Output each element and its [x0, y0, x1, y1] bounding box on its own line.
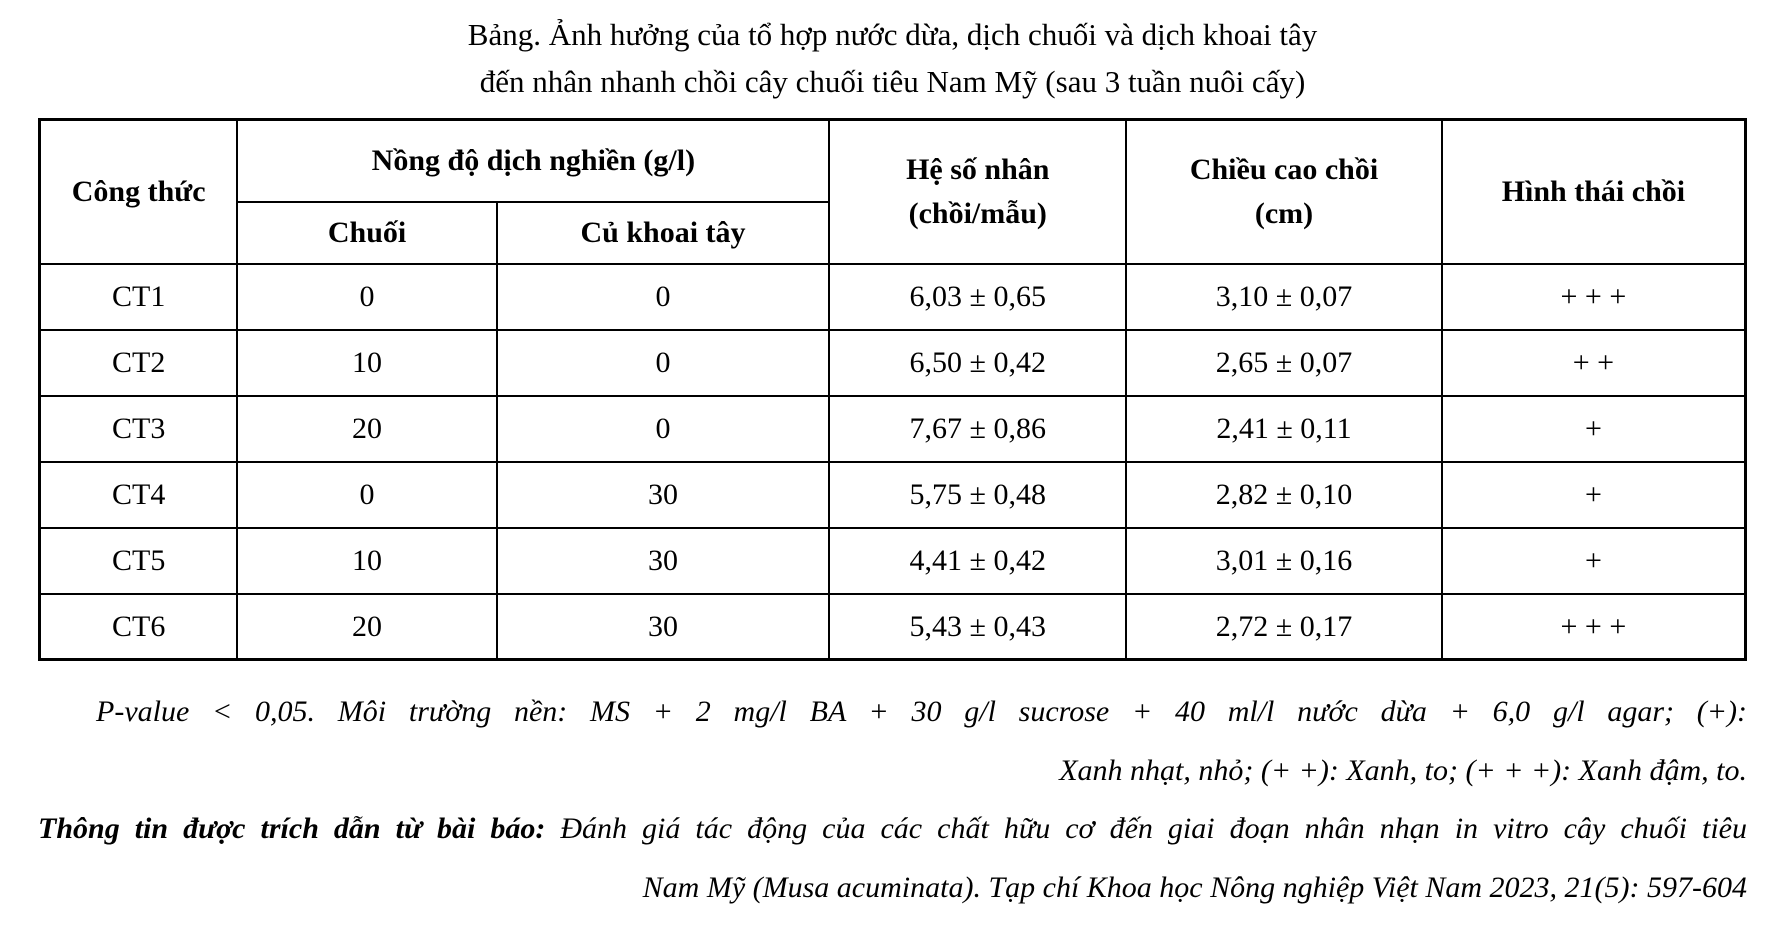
header-shoot-height-line1: Chiều cao chồi	[1189, 153, 1379, 187]
citation-source-label: Thông tin được trích dẫn từ bài báo:	[38, 812, 546, 845]
cell-morphology: +	[1442, 528, 1746, 594]
cell-banana: 10	[237, 528, 496, 594]
table-row	[40, 264, 1746, 330]
table-row	[40, 462, 1746, 528]
header-shoot-height	[1126, 120, 1442, 264]
cell-formula: CT4	[40, 462, 238, 528]
cell-formula: CT5	[40, 528, 238, 594]
cell-morphology: + + +	[1442, 264, 1746, 330]
cell-potato: 30	[497, 528, 830, 594]
cell-formula: CT6	[40, 594, 238, 660]
table-caption-line1: Bảng. Ảnh hưởng của tổ hợp nước dừa, dịch chuối và dịch khoai tây	[467, 17, 1318, 52]
footnote-line2: Xanh nhạt, nhỏ; (+ +): Xanh, to; (+ + +): Xanh đậm, to.	[1059, 753, 1747, 787]
table-caption-line2: đến nhân nhanh chồi cây chuối tiêu Nam Mỹ (sau 3 tuần nuôi cấy)	[479, 63, 1306, 99]
header-formula: Công thức	[40, 120, 238, 264]
table-row	[40, 528, 1746, 594]
cell-multiplication: 5,75 ± 0,48	[829, 462, 1126, 528]
citation	[38, 800, 1747, 917]
cell-banana: 20	[237, 396, 496, 462]
header-shoot-height-line2: (cm)	[1254, 196, 1314, 230]
cell-multiplication: 4,41 ± 0,42	[829, 528, 1126, 594]
header-concentration-group: Nồng độ dịch nghiền (g/l)	[237, 120, 829, 202]
cell-morphology: + +	[1442, 330, 1746, 396]
table-row	[40, 330, 1746, 396]
cell-morphology: +	[1442, 396, 1746, 462]
header-banana: Chuối	[237, 202, 496, 264]
cell-height: 2,41 ± 0,11	[1126, 396, 1442, 462]
cell-banana: 10	[237, 330, 496, 396]
table-caption	[38, 12, 1747, 105]
cell-height: 2,72 ± 0,17	[1126, 594, 1442, 660]
cell-potato: 0	[497, 396, 830, 462]
cell-formula: CT3	[40, 396, 238, 462]
header-morphology: Hình thái chồi	[1442, 120, 1746, 264]
cell-multiplication: 5,43 ± 0,43	[829, 594, 1126, 660]
cell-potato: 30	[497, 462, 830, 528]
cell-potato: 30	[497, 594, 830, 660]
footnote	[38, 683, 1747, 800]
citation-line1	[38, 800, 1747, 859]
cell-formula: CT1	[40, 264, 238, 330]
header-multiplication-line2: (chồi/mẫu)	[908, 196, 1047, 230]
cell-formula: CT2	[40, 330, 238, 396]
cell-banana: 20	[237, 594, 496, 660]
cell-height: 3,10 ± 0,07	[1126, 264, 1442, 330]
cell-morphology: +	[1442, 462, 1746, 528]
citation-article-title: Đánh giá tác động của các chất hữu cơ đến giai đoạn nhân nhạn in vitro cây chuối tiêu	[560, 812, 1747, 845]
header-multiplication-line1: Hệ số nhân	[906, 153, 1050, 187]
footnote-line1: P-value < 0,05. Môi trường nền: MS + 2 mg/l BA + 30 g/l sucrose + 40 ml/l nước dừa + 6,0 g/l agar; (+):	[96, 695, 1747, 728]
cell-banana: 0	[237, 462, 496, 528]
header-potato: Củ khoai tây	[497, 202, 830, 264]
cell-multiplication: 6,50 ± 0,42	[829, 330, 1126, 396]
cell-morphology: + + +	[1442, 594, 1746, 660]
cell-multiplication: 6,03 ± 0,65	[829, 264, 1126, 330]
cell-potato: 0	[497, 264, 830, 330]
results-table	[38, 118, 1747, 661]
cell-banana: 0	[237, 264, 496, 330]
cell-multiplication: 7,67 ± 0,86	[829, 396, 1126, 462]
cell-height: 2,65 ± 0,07	[1126, 330, 1442, 396]
cell-height: 3,01 ± 0,16	[1126, 528, 1442, 594]
header-multiplication	[829, 120, 1126, 264]
cell-potato: 0	[497, 330, 830, 396]
cell-height: 2,82 ± 0,10	[1126, 462, 1442, 528]
table-row	[40, 594, 1746, 660]
table-row	[40, 396, 1746, 462]
citation-line2: Nam Mỹ (Musa acuminata). Tạp chí Khoa học Nông nghiệp Việt Nam 2023, 21(5): 597-604	[642, 870, 1747, 904]
